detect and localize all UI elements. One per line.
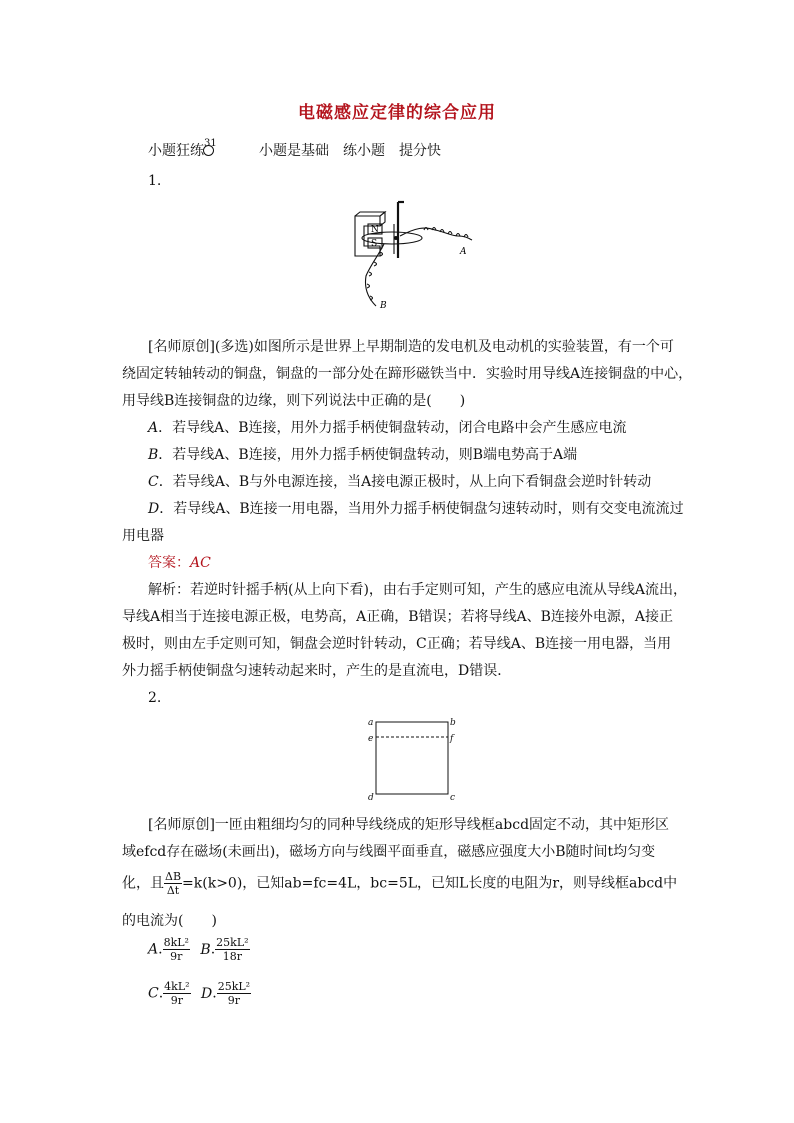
section-label: 小题狂练 [148,143,204,159]
label-b: b [450,718,456,728]
q2-figure-frame [362,716,462,802]
q1-answer: 答案：AC [148,555,211,571]
label-e: e [368,734,374,744]
label-a: A [460,247,467,257]
label-f: f [450,734,454,744]
q2-stem-line2: 域efcd存在磁场(未画出)，磁场方向与线圈平面垂直，磁感应强度大小B随时间t均匀变 [122,844,656,860]
q1-option-c: C．若导线A、B与外电源连接，当A接电源正极时，从上向下看铜盘会逆时针转动 [148,474,652,490]
option-d-fraction: $\frac{\text{25kL²}}{9r}$ [217,980,251,1007]
q2-stem-line1: [名师原创]一匝由粗细均匀的同种导线绕成的矩形导线框abcd固定不动，其中矩形区 [148,817,670,833]
q2-options-row2: C. $\frac{\text{4kL²}}{9r}$ D. $\frac{\text{25kL²}}{9r}$ [148,980,251,1007]
wire-b [365,244,384,306]
q1-analysis-line1: 解析：若逆时针摇手柄(从上向下看)，由右手定则可知，产生的感应电流从导线A流出， [148,582,688,598]
label-a: a [368,718,374,728]
q1-stem-line2: 绕固定转轴转动的铜盘，铜盘的一部分处在蹄形磁铁当中．实验时用导线A连接铜盘的中心， [122,366,693,382]
q1-number: 1. [148,173,162,189]
q1-option-a: A．若导线A、B连接，用外力摇手柄使铜盘转动，闭合电路中会产生感应电流 [148,420,627,436]
section-number: 31 [204,138,217,149]
option-c-fraction: $\frac{\text{4kL²}}{9r}$ [164,980,190,1007]
option-a-fraction: $\frac{\text{8kL²}}{9r}$ [163,936,189,963]
fraction-dbdt: $\frac{\Delta B}{\Delta t}$ [165,870,182,897]
q1-option-d-cont: 用电器 [122,528,164,544]
wire-frame [376,722,448,794]
page-title: 电磁感应定律的综合应用 [298,103,496,123]
label-n: N [371,225,379,235]
q1-analysis-line4: 外力摇手柄使铜盘匀速转动起来时，产生的是直流电，D错误． [122,663,512,679]
label-s: S [371,239,378,249]
horseshoe-magnet [355,216,380,256]
q2-stem-line4: 的电流为( ) [122,913,217,929]
q1-option-b: B．若导线A、B连接，用外力摇手柄使铜盘转动，则B端电势高于A端 [148,447,578,463]
q1-figure-generator [340,196,480,316]
q1-analysis-line3: 极时，则由左手定则可知，铜盘会逆时针转动，C正确；若导线A、B连接一用电器，当用 [122,636,672,652]
q2-options-row1: A. $\frac{\text{8kL²}}{9r}$ B. $\frac{\text{25kL²}}{18r}$ [148,936,249,963]
q2-stem-line3: 化，且 $\frac{\Delta B}{\Delta t}$ =k(k>0)，已知ab=fc=4L，bc=5L，已知L长度的电阻为r，则导线框abcd中 [122,870,678,897]
q2-number: 2. [148,690,162,706]
label-d: d [368,793,374,802]
section-header [148,138,217,160]
q1-stem-line1: [名师原创](多选)如图所示是世界上早期制造的发电机及电动机的实验装置，有一个可 [148,339,674,355]
option-b-fraction: $\frac{\text{25kL²}}{18r}$ [216,936,249,963]
section-slogan: 小题是基础 练小题 提分快 [259,143,441,159]
q1-option-d: D．若导线A、B连接一用电器，当用外力摇手柄使铜盘匀速转动时，则有交变电流流过 [148,501,684,517]
q1-stem-line3: 用导线B连接铜盘的边缘，则下列说法中正确的是( ) [122,393,466,409]
q1-analysis-line2: 导线A相当于连接电源正极，电势高，A正确，B错误；若将导线A、B连接外电源，A接正 [122,609,674,625]
label-b: B [380,301,387,311]
label-c: c [450,793,456,802]
